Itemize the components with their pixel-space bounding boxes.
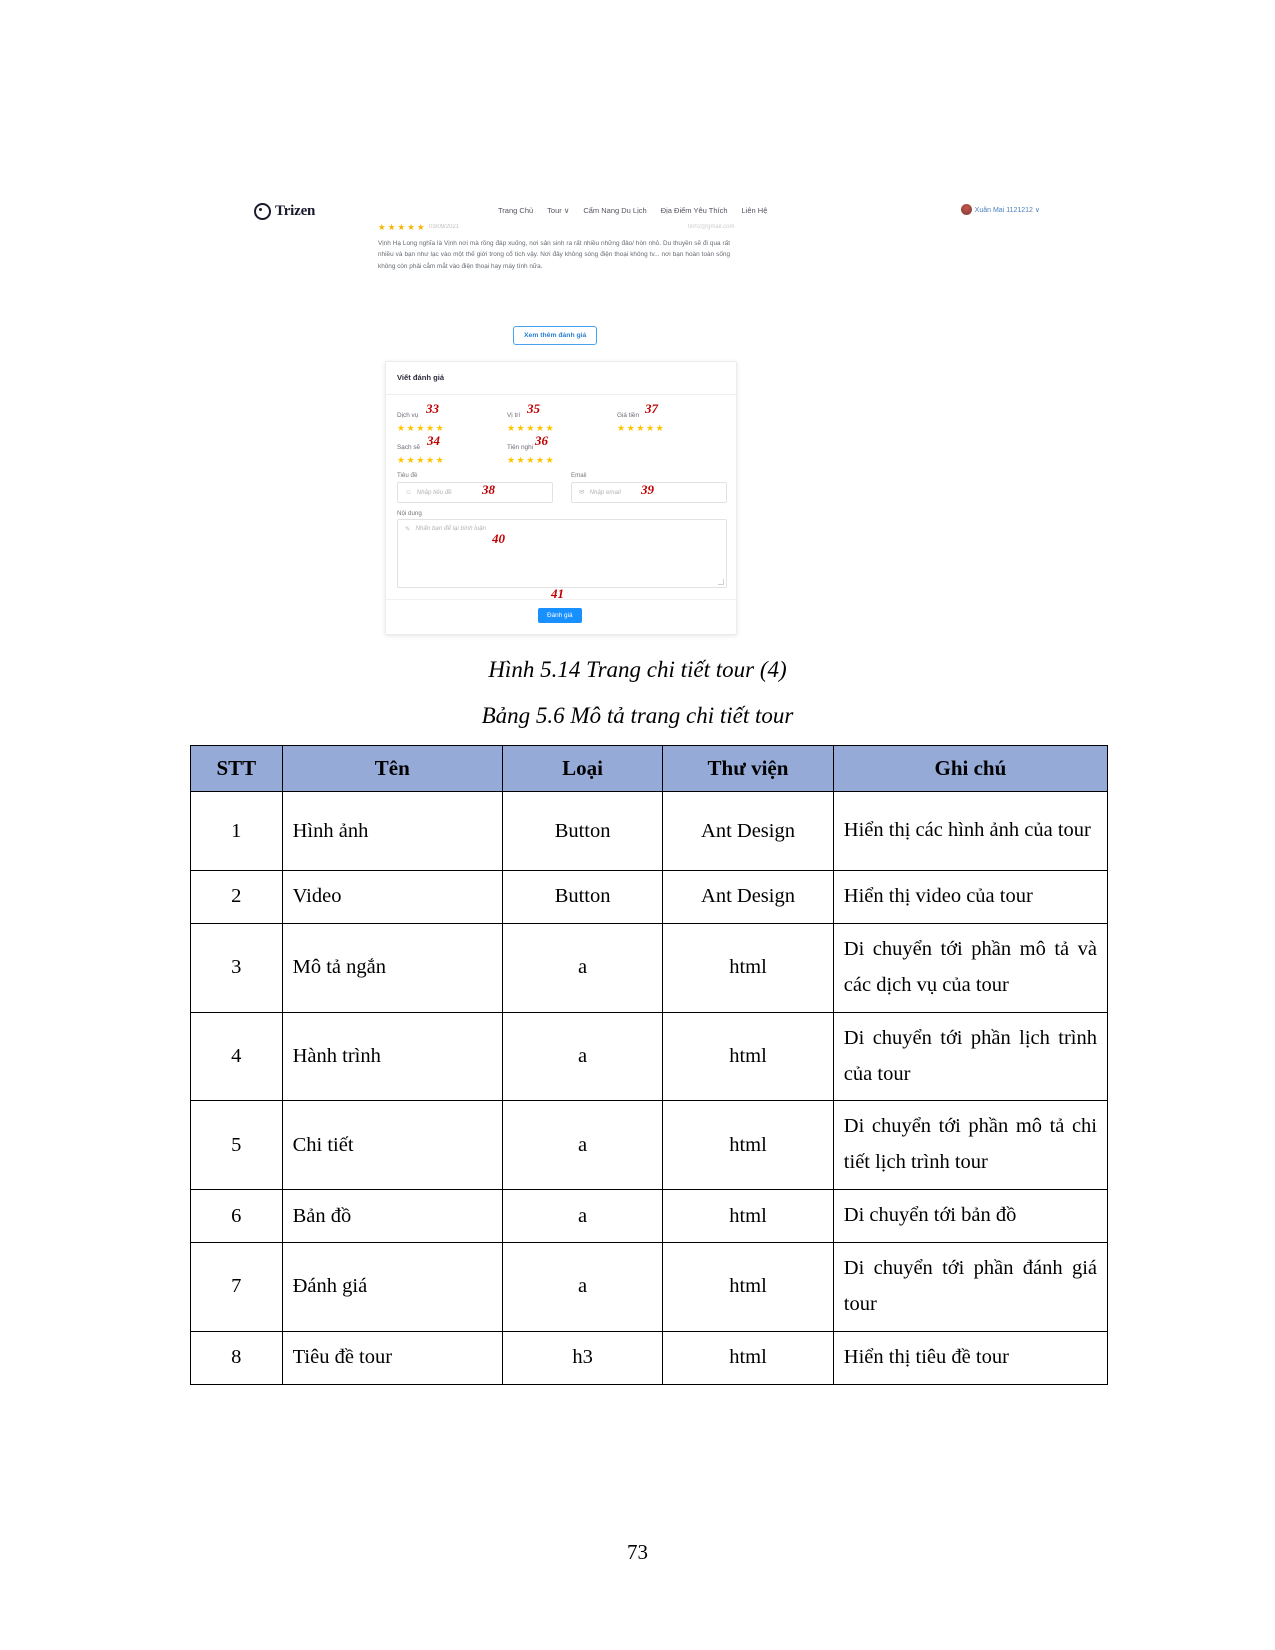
annotation-34: 34 <box>427 433 440 448</box>
user-name: Xuân Mai 1121212 ∨ <box>974 206 1040 214</box>
nav-item-favorite-places[interactable]: Địa Điểm Yêu Thích <box>660 206 728 215</box>
cell-thu-vien: html <box>663 1331 834 1384</box>
pencil-icon: ✎ <box>405 526 411 533</box>
annotation-40: 40 <box>492 530 505 546</box>
cell-ten: Mô tả ngắn <box>282 923 502 1012</box>
user-menu[interactable] <box>961 204 1040 215</box>
rating-location[interactable] <box>507 401 617 436</box>
title-field-label: Tiêu đề <box>397 472 418 479</box>
table-caption: Bảng 5.6 Mô tả trang chi tiết tour <box>481 703 794 728</box>
rating-service-label: Dịch vụ <box>397 412 419 419</box>
annotation-33: 33 <box>426 401 439 416</box>
cell-ten: Video <box>282 871 502 924</box>
cell-ten: Hành trình <box>282 1012 502 1101</box>
rating-cleanliness-stars[interactable]: ★★★★★ <box>397 455 446 465</box>
write-review-card <box>385 361 737 635</box>
rating-price-label: Giá tiền <box>617 412 640 419</box>
nav-item-contact[interactable]: Liên Hệ <box>741 206 768 215</box>
user-icon: ☺ <box>405 488 412 496</box>
nav-item-tour[interactable]: Tour ∨ <box>547 206 570 215</box>
content-textarea[interactable] <box>397 519 727 588</box>
more-reviews-button[interactable]: Xem thêm đánh giá <box>513 326 597 345</box>
app-logo[interactable] <box>254 203 315 220</box>
annotation-41: 41 <box>551 586 564 601</box>
table-row <box>191 1243 1108 1332</box>
annotation-38: 38 <box>482 482 495 497</box>
rating-location-stars[interactable]: ★★★★★ <box>507 423 556 433</box>
review-stars-glyphs: ★ ★ ★ ★ ★ <box>378 222 425 232</box>
review-form-fields <box>397 472 727 588</box>
review-email: tinh2@gmail.com <box>688 224 735 230</box>
table-row <box>191 792 1108 871</box>
title-input-placeholder: Nhập tiêu đề <box>416 488 452 496</box>
column-header-thu-vien: Thư viện <box>663 746 834 792</box>
rating-cleanliness[interactable] <box>397 433 507 468</box>
cell-loai: Button <box>503 871 663 924</box>
table-row <box>191 871 1108 924</box>
content-field-group <box>397 510 727 589</box>
table-row <box>191 1101 1108 1190</box>
cell-thu-vien: html <box>663 923 834 1012</box>
email-field-group <box>571 472 727 503</box>
rating-amenities-label: Tiện nghi <box>507 444 534 451</box>
rating-grid <box>397 401 727 468</box>
review-card-footer <box>386 586 736 634</box>
cell-thu-vien: html <box>663 1190 834 1243</box>
annotation-39: 39 <box>641 482 654 497</box>
rating-service[interactable] <box>397 401 507 436</box>
cell-loai: a <box>503 1101 663 1190</box>
title-input[interactable] <box>397 482 553 503</box>
rating-location-label: Vị trí <box>507 412 521 419</box>
rating-price-stars[interactable]: ★★★★★ <box>617 423 666 433</box>
cell-loai: Button <box>503 792 663 871</box>
rating-amenities-stars[interactable]: ★★★★★ <box>507 455 556 465</box>
cell-thu-vien: Ant Design <box>663 792 834 871</box>
cell-ten: Chi tiết <box>282 1101 502 1190</box>
rating-price[interactable] <box>617 401 727 436</box>
divider <box>386 394 736 395</box>
rating-spacer <box>617 436 727 468</box>
figure-caption: Hình 5.14 Trang chi tiết tour (4) <box>488 657 787 682</box>
cell-ten: Đánh giá <box>282 1243 502 1332</box>
cell-ghi-chu: Di chuyển tới phần đánh giá tour <box>833 1243 1107 1332</box>
cell-ten: Hình ảnh <box>282 792 502 871</box>
table-row <box>191 1012 1108 1101</box>
cell-loai: a <box>503 1012 663 1101</box>
cell-stt: 4 <box>191 1012 283 1101</box>
cell-thu-vien: html <box>663 1101 834 1190</box>
column-header-ghi-chu: Ghi chú <box>833 746 1107 792</box>
email-input-placeholder: Nhập email <box>589 488 621 496</box>
trizen-globe-icon <box>254 203 271 220</box>
resize-handle[interactable] <box>718 579 724 585</box>
rating-amenities[interactable] <box>507 433 617 468</box>
cell-thu-vien: html <box>663 1012 834 1101</box>
content-textarea-placeholder: Nhấn bạn để lại bình luận <box>415 525 486 532</box>
title-field-group <box>397 472 553 503</box>
cell-ten: Tiêu đề tour <box>282 1331 502 1384</box>
column-header-stt: STT <box>191 746 283 792</box>
review-body: Vịnh Hạ Long nghĩa là Vịnh nơi mà rồng đáp xuống, nơi sản sinh ra rất nhiều những đảo/ hòn nhỏ. Du thuyền sẽ đi qua rất nhiều và bạn như lạc vào một thế giới trong cổ tích vậy. Nơi đây không sóng điện thoại không tv... nơi bạn hoàn toàn sống không còn phải cắm mắt vào điện thoại hay máy tính nữa. <box>378 239 730 271</box>
cell-ghi-chu: Di chuyển tới phần mô tả và các dịch vụ của tour <box>833 923 1107 1012</box>
cell-stt: 8 <box>191 1331 283 1384</box>
annotation-36: 36 <box>535 433 548 448</box>
submit-review-button[interactable]: Đánh giá <box>538 608 582 623</box>
table-header-row <box>191 746 1108 792</box>
cell-thu-vien: html <box>663 1243 834 1332</box>
rating-service-stars[interactable]: ★★★★★ <box>397 423 446 433</box>
envelope-icon: ✉ <box>579 489 585 496</box>
write-review-title: Viết đánh giá <box>397 373 445 382</box>
table-row <box>191 1331 1108 1384</box>
figure-screenshot <box>248 193 1048 643</box>
annotation-37: 37 <box>645 401 658 416</box>
cell-loai: h3 <box>503 1331 663 1384</box>
cell-ghi-chu: Hiển thị video của tour <box>833 871 1107 924</box>
cell-stt: 2 <box>191 871 283 924</box>
cell-ghi-chu: Hiển thị tiêu đề tour <box>833 1331 1107 1384</box>
annotation-35: 35 <box>527 401 540 416</box>
email-field-label: Email <box>571 472 587 479</box>
cell-loai: a <box>503 923 663 1012</box>
nav-links <box>498 206 767 215</box>
column-header-loai: Loại <box>503 746 663 792</box>
cell-thu-vien: Ant Design <box>663 871 834 924</box>
column-header-ten: Tên <box>282 746 502 792</box>
cell-ghi-chu: Di chuyển tới bản đồ <box>833 1190 1107 1243</box>
cell-loai: a <box>503 1190 663 1243</box>
cell-stt: 6 <box>191 1190 283 1243</box>
nav-item-travel-guide[interactable]: Cẩm Nang Du Lịch <box>583 206 647 215</box>
content-field-label: Nội dung <box>397 509 422 517</box>
existing-review <box>378 223 738 273</box>
nav-item-home[interactable]: Trang Chủ <box>498 206 534 215</box>
cell-stt: 3 <box>191 923 283 1012</box>
tour-detail-description-table <box>190 745 1108 1385</box>
cell-ghi-chu: Di chuyển tới phần lịch trình của tour <box>833 1012 1107 1101</box>
cell-ghi-chu: Hiển thị các hình ảnh của tour <box>833 792 1107 871</box>
review-date: 03/09/2021 <box>429 224 460 231</box>
table-row <box>191 923 1108 1012</box>
cell-stt: 5 <box>191 1101 283 1190</box>
avatar <box>961 204 972 215</box>
review-stars <box>378 223 738 232</box>
cell-ghi-chu: Di chuyển tới phần mô tả chi tiết lịch trình tour <box>833 1101 1107 1190</box>
cell-ten: Bản đồ <box>282 1190 502 1243</box>
rating-cleanliness-label: Sạch sẽ <box>397 444 421 451</box>
cell-stt: 1 <box>191 792 283 871</box>
cell-stt: 7 <box>191 1243 283 1332</box>
table-row <box>191 1190 1108 1243</box>
cell-loai: a <box>503 1243 663 1332</box>
brand-name: Trizen <box>275 203 316 219</box>
page-number: 73 <box>627 1540 648 1564</box>
